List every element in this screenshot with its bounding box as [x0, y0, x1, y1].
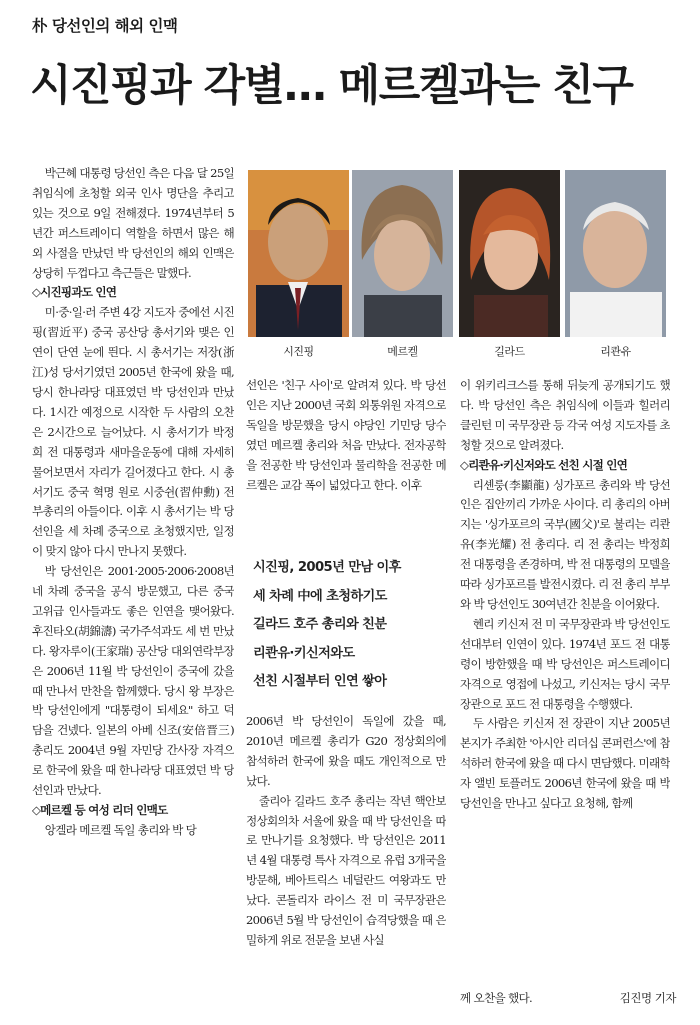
- paragraph: 줄리아 길라드 호주 총리는 작년 핵안보정상회의차 서울에 왔을 때 박 당선인을 따로 만나기를 요청했다. 박 당선인은 2011년 4월 대통령 특사 자격으로 유럽 3개국을 방문해, 베아트릭스 네덜란드 여왕과도 만났다. 콘돌리자 라이스 전 미 국무장관은 2006년 5월 박 당선인이 습격당했을 때 은밀하게 위로 전문을 보낸 사실: [246, 793, 446, 947]
- paragraph: 박근혜 대통령 당선인 측은 다음 달 25일 취임식에 초청할 외국 인사 명단을 추리고 있는 것으로 9일 전해졌다. 1974년부터 5년간 퍼스트레이디 역할을 하면서 많은 해외 사절을 만났던 박 당선인의 해외 인맥은 상당히 두껍다고 측근들은 말했다.: [32, 166, 234, 280]
- photo-gillard: [459, 170, 560, 337]
- article-column-2-lower: [246, 712, 446, 1012]
- paragraph: 앙겔라 메르켈 독일 총리와 박 당: [44, 822, 197, 837]
- paragraph: 이 위키리크스를 통해 뒤늦게 공개되기도 했다. 박 당선인 측은 취임식에 이들과 힐러리 클린턴 미 국무장관 등 각국 여성 지도자를 초청할 것으로 알려졌다.: [460, 378, 670, 452]
- paragraph: 선인은 '친구 사이'로 알려져 있다. 박 당선인은 지난 2000년 국회 외통위원 자격으로 독일을 방문했을 당시 야당인 기민당 당수였던 메르켈 총리와 처음 만났다. 전자공학을 전공한 박 당선인과 물리학을 전공한 메르켈은 교감 폭이 넓었다고 한다. 이후: [246, 378, 446, 492]
- photo-caption: 메르켈: [387, 345, 418, 358]
- pull-quote-line: 리콴유·키신저와도: [253, 645, 355, 661]
- pull-quote-line: 선친 시절부터 인연 쌓아: [253, 674, 387, 689]
- paragraph: 미·중·일·러 주변 4강 지도자 중에선 시진핑(習近平) 중국 공산당 총서기와 맺은 인연이 단연 눈에 띈다. 시 총서기는 저장(浙江)성 당서기였던 2005년 한국에 왔을 때, 당시 한나라당 대표였던 박 당선인과 만났다. 1시간 예정으로 시작한 두 사람의 오찬은 2시간으로 늘어났다. 시 총서기가 박정희 전 대통령과 새마을운동에 대해 자세히 물어보면서 자리가 길어졌다고 한다. 시 총서기도 중국 혁명 원로 시중쉰(習仲勳) 전 부총리의 아들이다. 이후 시 총서기는 박 당선인을 세 차례 중국으로 초청했지만, 일정이 맞지 않아 다시 만나지 못했다.: [32, 305, 234, 559]
- section-kicker: 朴 당선인의 해외 인맥: [32, 17, 178, 35]
- photo-caption: 시진핑: [283, 345, 314, 358]
- paragraph: 헨리 키신저 전 미 국무장관과 박 당선인도 선대부터 인연이 있다. 1974년 포드 전 대통령이 방한했을 때 박 당선인은 퍼스트레이디 자격으로 영접에 나섰고, 키신저는 당시 국무장관으로 포드 전 대통령을 수행했다.: [460, 616, 670, 711]
- paragraph-end: 께 오찬을 했다.: [460, 991, 532, 1005]
- pull-quote-line: 세 차례 中에 초청하기도: [253, 588, 387, 604]
- paragraph: 두 사람은 키신저 전 장관이 지난 2005년 본지가 주최한 '아시안 리더십 콘퍼런스'에 참석하러 한국에 왔을 때 다시 면담했다. 미래학자 앨빈 토플러도 2006년 한국에 왔을 때 박 당선인을 만나고 싶다고 요청해, 함께: [460, 716, 670, 811]
- subheading: ◇시진핑과도 인연: [32, 285, 117, 300]
- paragraph: 2006년 박 당선인이 독일에 갔을 때, 2010년 메르켈 총리가 G20 정상회의에 참석하러 한국에 왔을 때도 개인적으로 만났다.: [246, 714, 446, 788]
- byline: 김진명 기자: [619, 991, 676, 1005]
- photo-caption: 길라드: [494, 345, 525, 358]
- subheading: ◇리콴유·키신저와도 선친 시절 인연: [460, 457, 628, 472]
- pull-quote-line: 시진핑, 2005년 만남 이후: [253, 560, 401, 575]
- pull-quote: [253, 554, 443, 697]
- photo-caption: 리콴유: [600, 345, 631, 358]
- headline: 시진핑과 각별… 메르켈과는 친구: [30, 61, 633, 111]
- photo-lee-kuan-yew: [565, 170, 666, 337]
- photo-merkel: [352, 170, 453, 337]
- pull-quote-line: 길라드 호주 총리와 친분: [253, 617, 387, 632]
- paragraph: 리셴룽(李顯龍) 싱가포르 총리와 박 당선인은 집안끼리 가까운 사이다. 리 총리의 아버지는 '싱가포르의 국부(國父)'로 불리는 리콴유(李光耀) 전 총리다. 리 전 총리는 박정희 전 대통령을 존경하며, 박 전 대통령의 모델을 따라 싱가포르를 발전시켰다. 리 전 총리 부부와 박 당선인도 30여년간 친분을 이어왔다.: [460, 477, 670, 611]
- subheading: ◇메르켈 등 여성 리더 인맥도: [32, 803, 168, 817]
- photo-xi-jinping: [248, 170, 349, 337]
- article-column-2: [246, 376, 446, 526]
- article-column-3: [460, 376, 670, 986]
- article-column-1: [32, 164, 234, 1014]
- paragraph: 박 당선인은 2001·2005·2006·2008년 네 차례 중국을 공식 방문했고, 다른 중국 고위급 인사들과도 좋은 인연을 맺어왔다. 후진타오(胡錦濤) 국가주석과도 세 번 만났다. 왕자루이(王家瑞) 공산당 대외연락부장은 2006년 11월 박 당선인이 중국에 갔을 때 만나서 만찬을 함께했다. 당시 왕 부장은 박 당선인에게 "대통령이 되세요" 하고 덕담을 건넸다. 일본의 아베 신조(安倍晋三) 총리도 2004년 9월 자민당 간사장 자격으로 한국에 왔을 때 한나라당 대표였던 박 당선인과 만났다.: [32, 564, 234, 798]
